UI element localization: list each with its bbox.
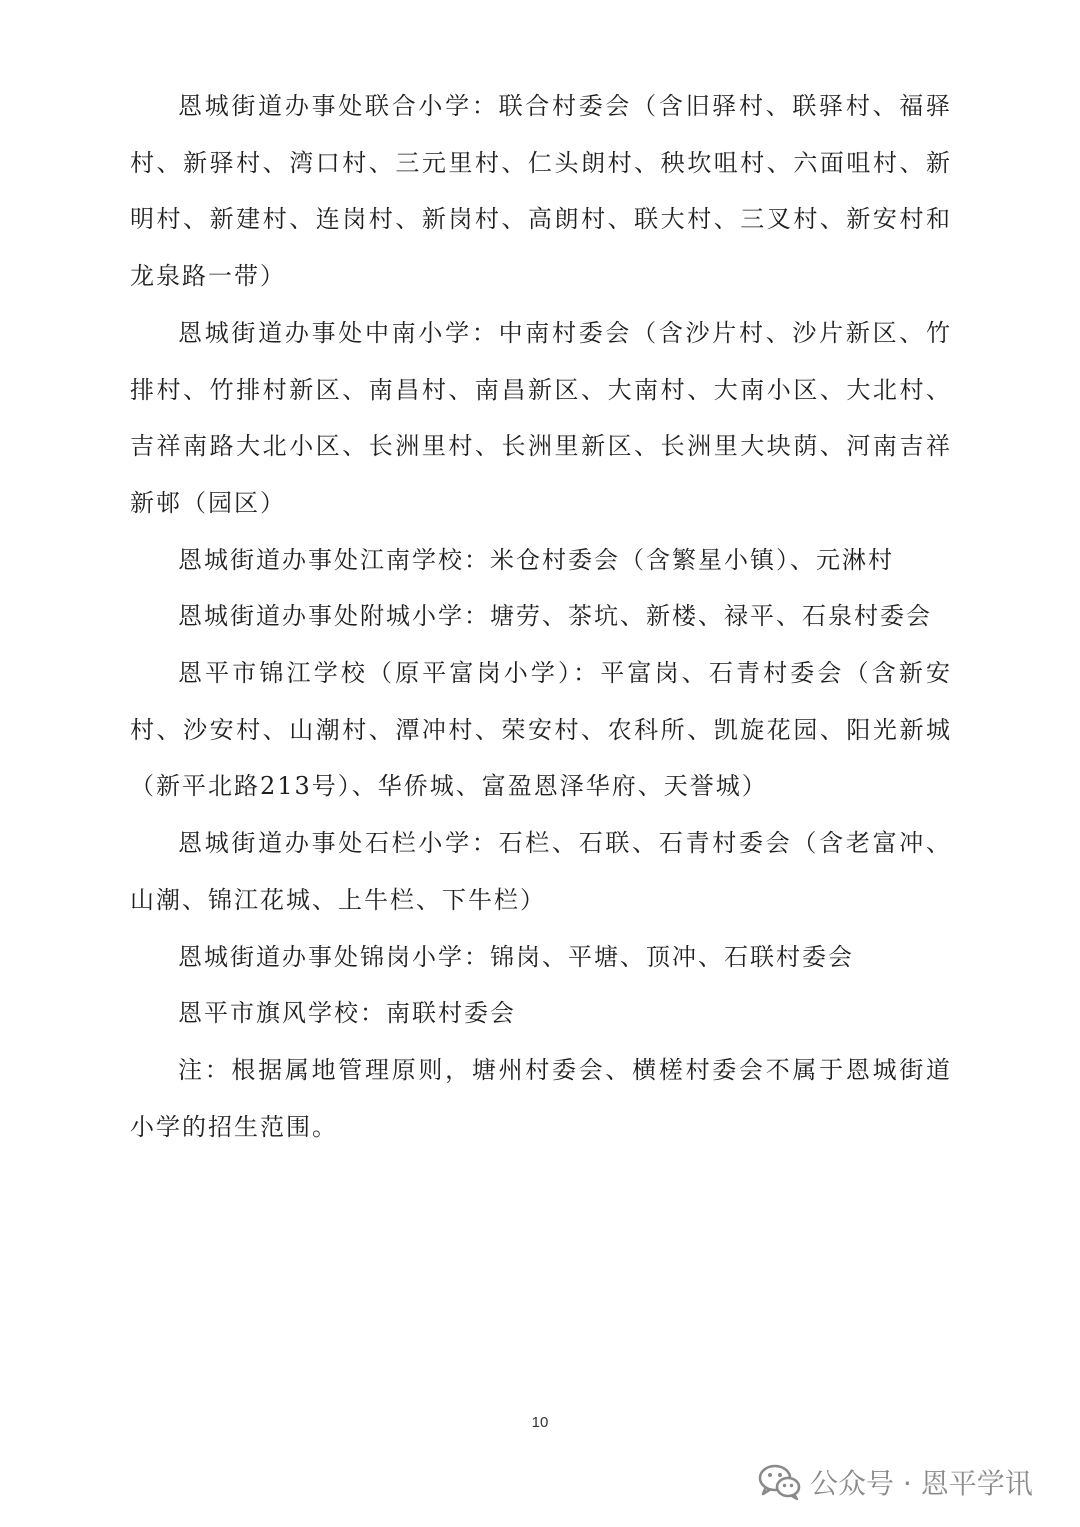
paragraph-zhongnan-school: 恩城街道办事处中南小学：中南村委会（含沙片村、沙片新区、竹排村、竹排村新区、南昌村、南昌新区、大南村、大南小区、大北村、吉祥南路大北小区、长洲里村、长洲里新区、长洲里大块荫、河南吉祥新邨（园区） (130, 318, 952, 517)
paragraph-note: 注：根据属地管理原则，塘州村委会、横槎村委会不属于恩城街道小学的招生范围。 (130, 1055, 952, 1141)
document-body (130, 78, 952, 1155)
watermark-text: 公众号 · 恩平学讯 (810, 1467, 1033, 1500)
paragraph-jingang-school: 恩城街道办事处锦岗小学：锦岗、平塘、顶冲、石联村委会 (178, 942, 854, 971)
paragraph-qifeng-school: 恩平市旗风学校：南联村委会 (178, 999, 516, 1028)
wechat-watermark (758, 1458, 1033, 1506)
wechat-icon (758, 1462, 802, 1502)
paragraph-lianhe-school: 恩城街道办事处联合小学：联合村委会（含旧驿村、联驿村、福驿村、新驿村、湾口村、三元里村、仁头朗村、秧坎咀村、六面咀村、新明村、新建村、连岗村、新岗村、高朗村、联大村、三叉村、新安村和龙泉路一带） (130, 92, 952, 291)
paragraph-jiangnan-school: 恩城街道办事处江南学校：米仓村委会（含繁星小镇）、元淋村 (178, 545, 894, 574)
paragraph-shilan-school: 恩城街道办事处石栏小学：石栏、石联、石青村委会（含老富冲、山潮、锦江花城、上牛栏、下牛栏） (130, 829, 952, 914)
paragraph-jinjiang-school: 恩平市锦江学校（原平富岗小学）：平富岗、石青村委会（含新安村、沙安村、山潮村、潭冲村、荣安村、农科所、凯旋花园、阳光新城（新平北路213号）、华侨城、富盈恩泽华府、天誉城） (130, 659, 952, 801)
paragraph-fucheng-school: 恩城街道办事处附城小学：塘劳、茶坑、新楼、禄平、石泉村委会 (178, 602, 932, 631)
page-number: 10 (531, 1414, 549, 1431)
